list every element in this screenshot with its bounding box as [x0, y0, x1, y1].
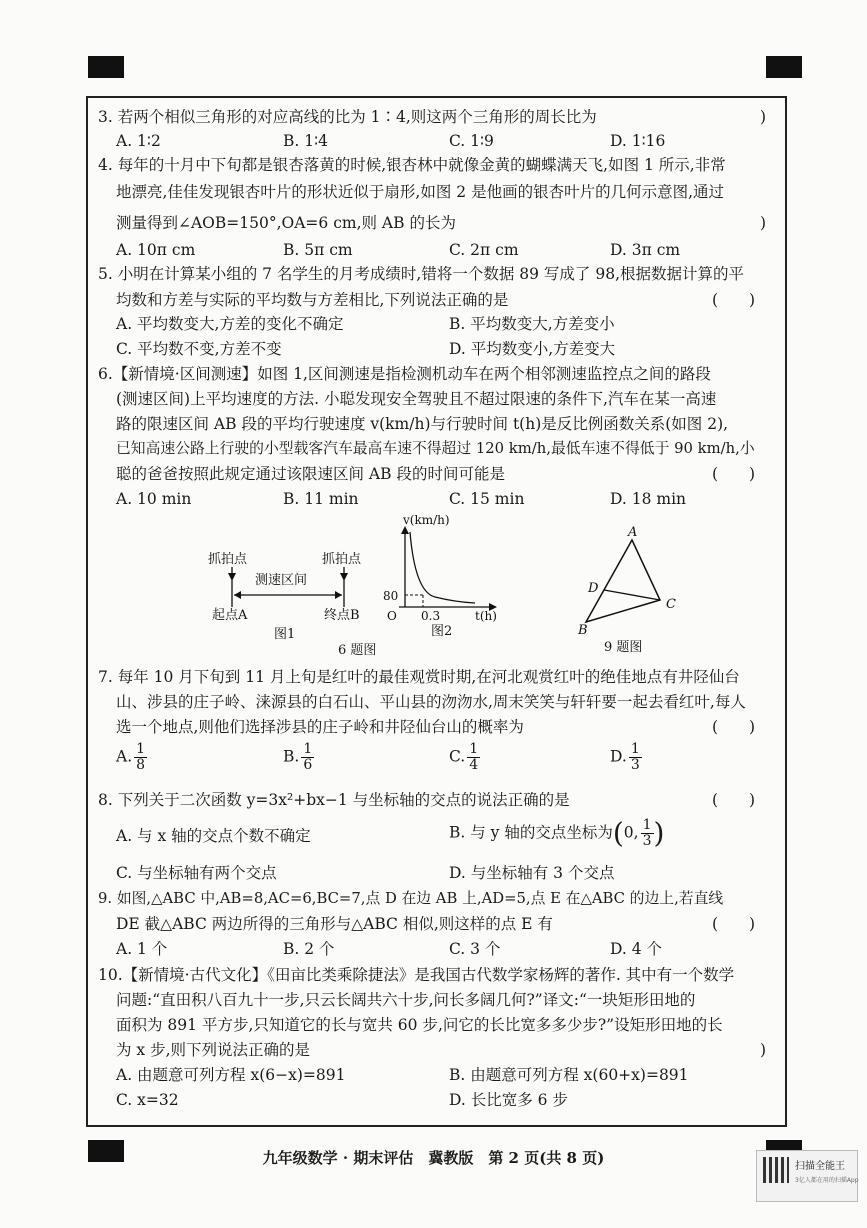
q10-answer-paren: )	[760, 1041, 767, 1059]
q10-option-a: A. 由题意可列方程 x(6−x)=891	[116, 1066, 346, 1084]
fig2-xlabel: t(h)	[475, 609, 497, 623]
q8-stem: 8. 下列关于二次函数 y=3x²+bx−1 与坐标轴的交点的说法正确的是	[98, 791, 570, 809]
q4-option-d: D. 3π cm	[610, 241, 681, 259]
q5-stem-line2: 均数和方差与实际的平均数与方差相比,下列说法正确的是	[116, 291, 509, 309]
fig2-x-tick: 0.3	[421, 609, 441, 623]
fig1-capture-left: 抓拍点	[208, 552, 248, 567]
q4-stem-line2: 地漂亮,佳佳发现银杏叶片的形状近似于扇形,如图 2 是他画的银杏叶片的几何示意图,通过	[116, 183, 724, 201]
q6-stem-line3: 路的限速区间 AB 段的平均行驶速度 v(km/h)与行驶时间 t(h)是反比例函数关系(如图 2),	[116, 415, 729, 433]
q9-option-d: D. 4 个	[610, 940, 663, 958]
q5-option-a: A. 平均数变大,方差的变化不确定	[116, 315, 344, 333]
q3-answer-paren: )	[760, 108, 767, 126]
q7-option-a: A. $\frac{1}{8}$	[116, 741, 146, 773]
q6-option-a: A. 10 min	[116, 490, 192, 508]
qr-code-icon	[763, 1157, 789, 1183]
q7-stem-line2: 山、涉县的庄子岭、涞源县的白石山、平山县的沕沕水,周末笑笑与轩轩要一起去看红叶,每人	[116, 693, 746, 711]
q10-stem-line3: 面积为 891 平方步,只知道它的长与宽共 60 步,问它的长比宽多多少步?”设矩形田地的长	[116, 1016, 723, 1034]
q4-stem-line1: 4. 每年的十月中下旬都是银杏落黄的时候,银杏林中就像金黄的蝴蝶满天飞,如图 1 所示,非常	[98, 156, 726, 174]
q5-stem-line1: 5. 小明在计算某小组的 7 名学生的月考成绩时,错将一个数据 89 写成了 98,根据数据计算的平	[98, 265, 745, 283]
scanner-watermark	[756, 1150, 858, 1202]
fig6-caption: 6 题图	[338, 643, 377, 658]
fig2-label: 图2	[431, 624, 453, 639]
q6-stem-line5: 聪的爸爸按照此规定通过该限速区间 AB 段的时间可能是	[116, 465, 505, 483]
q9-stem-line1: 9. 如图,△ABC 中,AB=8,AC=6,BC=7,点 D 在边 AB 上,AD=5,点 E 在△ABC 的边上,若直线	[98, 890, 724, 907]
q9-option-c: C. 3 个	[449, 940, 501, 958]
q6-stem-line4: 已知高速公路上行驶的小型载客汽车最高车速不得超过 120 km/h,最低车速不得低于 90 km/h,小	[116, 440, 755, 457]
fig2-y-tick: 80	[383, 589, 399, 603]
q3-option-c: C. 1∶9	[449, 132, 494, 150]
q3-option-b: B. 1∶4	[283, 132, 329, 150]
q9-option-b: B. 2 个	[283, 940, 335, 958]
fig9-point-d: D	[588, 581, 599, 596]
q7-option-b: B. $\frac{1}{6}$	[283, 741, 313, 773]
fig2-ylabel: v(km/h)	[403, 513, 450, 527]
q3-option-a: A. 1∶2	[116, 132, 161, 150]
q10-option-c: C. x=32	[116, 1091, 179, 1109]
q7-answer-paren: ( )	[712, 718, 756, 736]
fig1-capture-right: 抓拍点	[322, 552, 362, 567]
watermark-brand: 扫描全能王	[795, 1161, 845, 1172]
q8-option-b: B. 与 y 轴的交点坐标为(0, $\frac{1}{3}$ )	[449, 816, 665, 850]
fig1-end: 终点B	[324, 608, 360, 623]
q10-option-d: D. 长比宽多 6 步	[449, 1091, 568, 1109]
figure-9-triangle	[570, 522, 690, 657]
q7-stem-line1: 7. 每年 10 月下旬到 11 月上旬是红叶的最佳观赏时期,在河北观赏红叶的绝佳地点有井陉仙台	[98, 668, 740, 686]
q5-option-c: C. 平均数不变,方差不变	[116, 340, 282, 358]
q10-stem-line1: 10.【新情境·古代文化】《田亩比类乘除捷法》是我国古代数学家杨辉的著作. 其中有一个数学	[98, 966, 735, 984]
fig9-vertex-b: B	[578, 623, 588, 638]
fig9-vertex-a: A	[628, 525, 638, 540]
q4-answer-paren: )	[760, 214, 767, 232]
q3-option-d: D. 1∶16	[610, 132, 666, 150]
fig1-start: 起点A	[212, 608, 248, 623]
q9-option-a: A. 1 个	[116, 940, 168, 958]
q4-option-c: C. 2π cm	[449, 241, 519, 259]
fig9-label: 9 题图	[604, 640, 643, 655]
page-footer: 九年级数学 · 期末评估 冀教版 第 2 页(共 8 页)	[262, 1149, 605, 1167]
q10-stem-line4: 为 x 步,则下列说法正确的是	[116, 1041, 311, 1059]
q5-option-d: D. 平均数变小,方差变大	[449, 340, 616, 358]
q10-option-b: B. 由题意可列方程 x(60+x)=891	[449, 1066, 689, 1084]
q4-stem-line3: 测量得到∠AOB=150°,OA=6 cm,则 AB 的长为	[116, 214, 456, 232]
q8-answer-paren: ( )	[712, 791, 756, 809]
q6-stem-line2: (测速区间)上平均速度的方法. 小聪发现安全驾驶且不超过限速的条件下,汽车在某一高速	[116, 390, 717, 408]
q8-option-d: D. 与坐标轴有 3 个交点	[449, 864, 615, 882]
figure-2-inverse-graph	[375, 512, 510, 647]
fig2-origin: O	[387, 609, 397, 623]
q9-stem-line2: DE 截△ABC 两边所得的三角形与△ABC 相似,则这样的点 E 有	[116, 915, 553, 933]
q5-option-b: B. 平均数变大,方差变小	[449, 315, 615, 333]
q7-option-d: D. $\frac{1}{3}$	[610, 741, 640, 773]
q7-option-c: C. $\frac{1}{4}$	[449, 741, 479, 773]
q4-option-a: A. 10π cm	[116, 241, 196, 259]
q5-answer-paren: ( )	[712, 291, 756, 309]
fig1-label: 图1	[274, 627, 296, 642]
q6-option-c: C. 15 min	[449, 490, 525, 508]
watermark-subtitle: 3亿人都在用的扫描App	[795, 1177, 859, 1184]
registration-mark-top-left	[88, 56, 124, 78]
q10-stem-line2: 问题:“直田积八百九十一步,只云长阔共六十步,问长多阔几何?”译文:“一块矩形田地的	[116, 991, 696, 1009]
q8-option-c: C. 与坐标轴有两个交点	[116, 864, 277, 882]
q8-option-a: A. 与 x 轴的交点个数不确定	[116, 827, 311, 845]
q9-answer-paren: ( )	[712, 915, 756, 933]
q6-answer-paren: ( )	[712, 465, 756, 483]
fig1-zone-label: 测速区间	[255, 573, 308, 588]
registration-mark-top-right	[766, 56, 802, 78]
q6-stem-line1: 6.【新情境·区间测速】如图 1,区间测速是指检测机动车在两个相邻测速监控点之间的路段	[98, 365, 711, 383]
q4-option-b: B. 5π cm	[283, 241, 353, 259]
q3-stem: 3. 若两个相似三角形的对应高线的比为 1∶4,则这两个三角形的周长比为	[98, 108, 597, 126]
q6-option-d: D. 18 min	[610, 490, 687, 508]
q6-option-b: B. 11 min	[283, 490, 359, 508]
q7-stem-line3: 选一个地点,则他们选择涉县的庄子岭和井陉仙台山的概率为	[116, 718, 524, 736]
fig9-vertex-c: C	[666, 597, 676, 612]
